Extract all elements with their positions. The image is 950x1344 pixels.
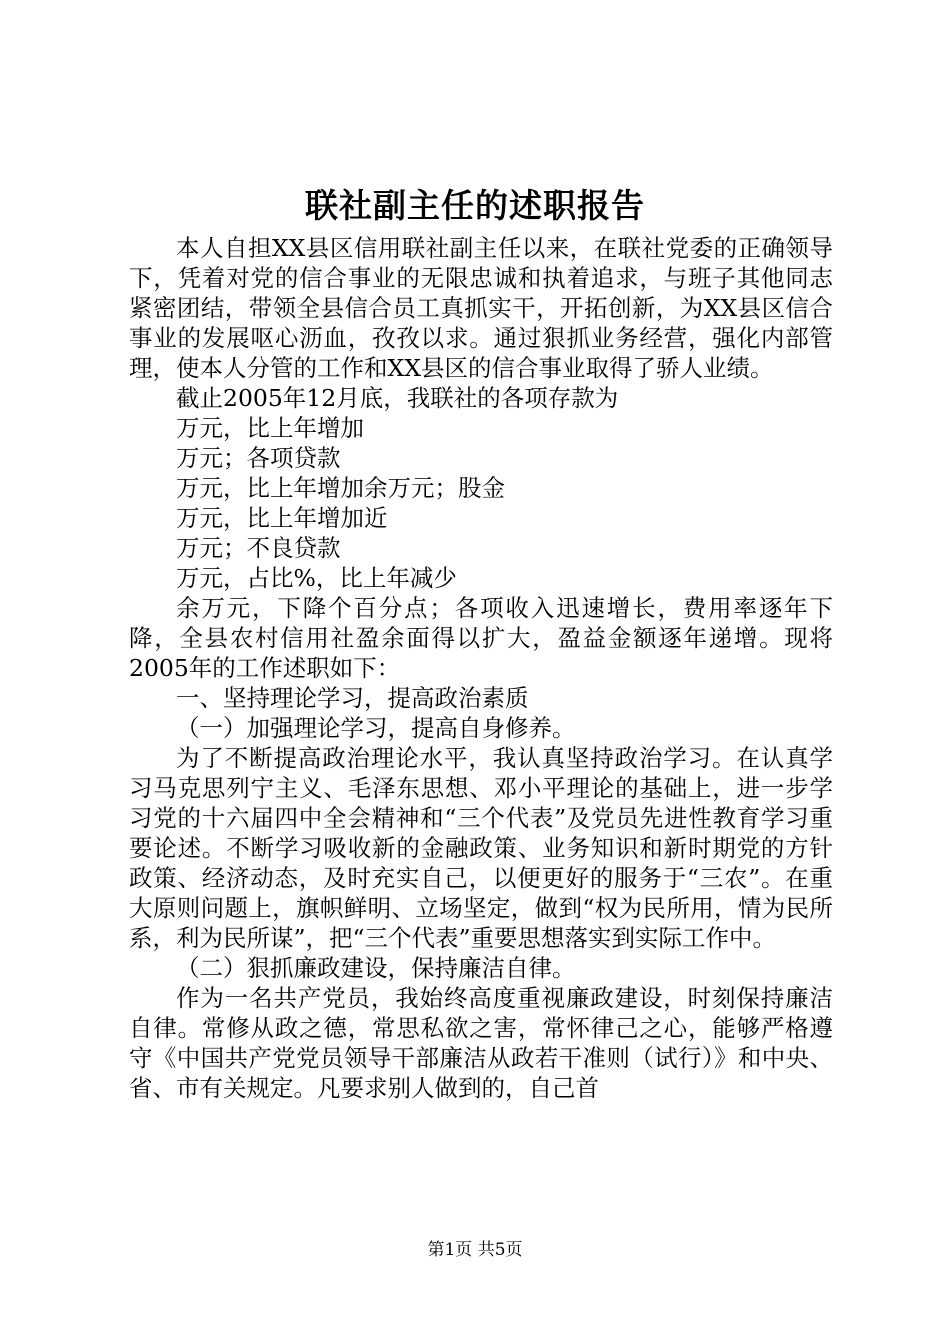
paragraph-loan-increase: 万元，比上年增加余万元；股金 — [176, 474, 505, 502]
subsection-heading-2: （二）狠抓廉政建设，保持廉洁自律。 — [176, 954, 576, 982]
document-body — [129, 233, 833, 1103]
paragraph-bad-loans: 万元；不良贷款 — [176, 534, 341, 562]
page-footer: 第1页 共5页 — [427, 1240, 523, 1260]
paragraph-ratio: 万元，占比%，比上年减少 — [176, 564, 457, 592]
paragraph-summary: 余万元，下降个百分点；各项收入迅速增长，费用率逐年下降，全县农村信用社盈余面得以扩大，盈益金额逐年递增。现将2005年的工作述职如下： — [129, 594, 833, 682]
paragraph-integrity: 作为一名共产党员，我始终高度重视廉政建设，时刻保持廉洁自律。常修从政之德，常思私欲之害，常怀律己之心，能够严格遵守《中国共产党党员领导干部廉洁从政若干准则（试行）》和中央、省、市有关规定。凡要求别人做到的，自己首 — [129, 984, 833, 1102]
paragraph-theory-study: 为了不断提高政治理论水平，我认真坚持政治学习。在认真学习马克思列宁主义、毛泽东思想、邓小平理论的基础上，进一步学习党的十六届四中全会精神和“三个代表”及党员先进性教育学习重要论述。不断学习吸收新的金融政策、业务知识和新时期党的方针政策、经济动态，及时充实自己，以便更好的服务于“三农”。在重大原则问题上，旗帜鲜明、立场坚定，做到“权为民所用，情为民所系，利为民所谋”，把“三个代表”重要思想落实到实际工作中。 — [129, 744, 833, 952]
subsection-heading-1: （一）加强理论学习，提高自身修养。 — [176, 714, 576, 742]
paragraph-loans: 万元；各项贷款 — [176, 444, 341, 472]
paragraph-deposit-intro: 截止2005年12月底，我联社的各项存款为 — [176, 384, 619, 412]
section-heading-1: 一、坚持理论学习，提高政治素质 — [176, 684, 529, 712]
paragraph-deposit-increase: 万元，比上年增加 — [176, 414, 364, 442]
document-title: 联社副主任的述职报告 — [305, 186, 645, 225]
paragraph-shares-increase: 万元，比上年增加近 — [176, 504, 388, 532]
paragraph-intro: 本人自担XX县区信用联社副主任以来，在联社党委的正确领导下，凭着对党的信合事业的无限忠诚和执着追求，与班子其他同志紧密团结，带领全县信合员工真抓实干，开拓创新，为XX县区信合事业的发展呕心沥血，孜孜以求。通过狠抓业务经营，强化内部管理，使本人分管的工作和XX县区的信合事业取得了骄人业绩。 — [129, 234, 833, 382]
